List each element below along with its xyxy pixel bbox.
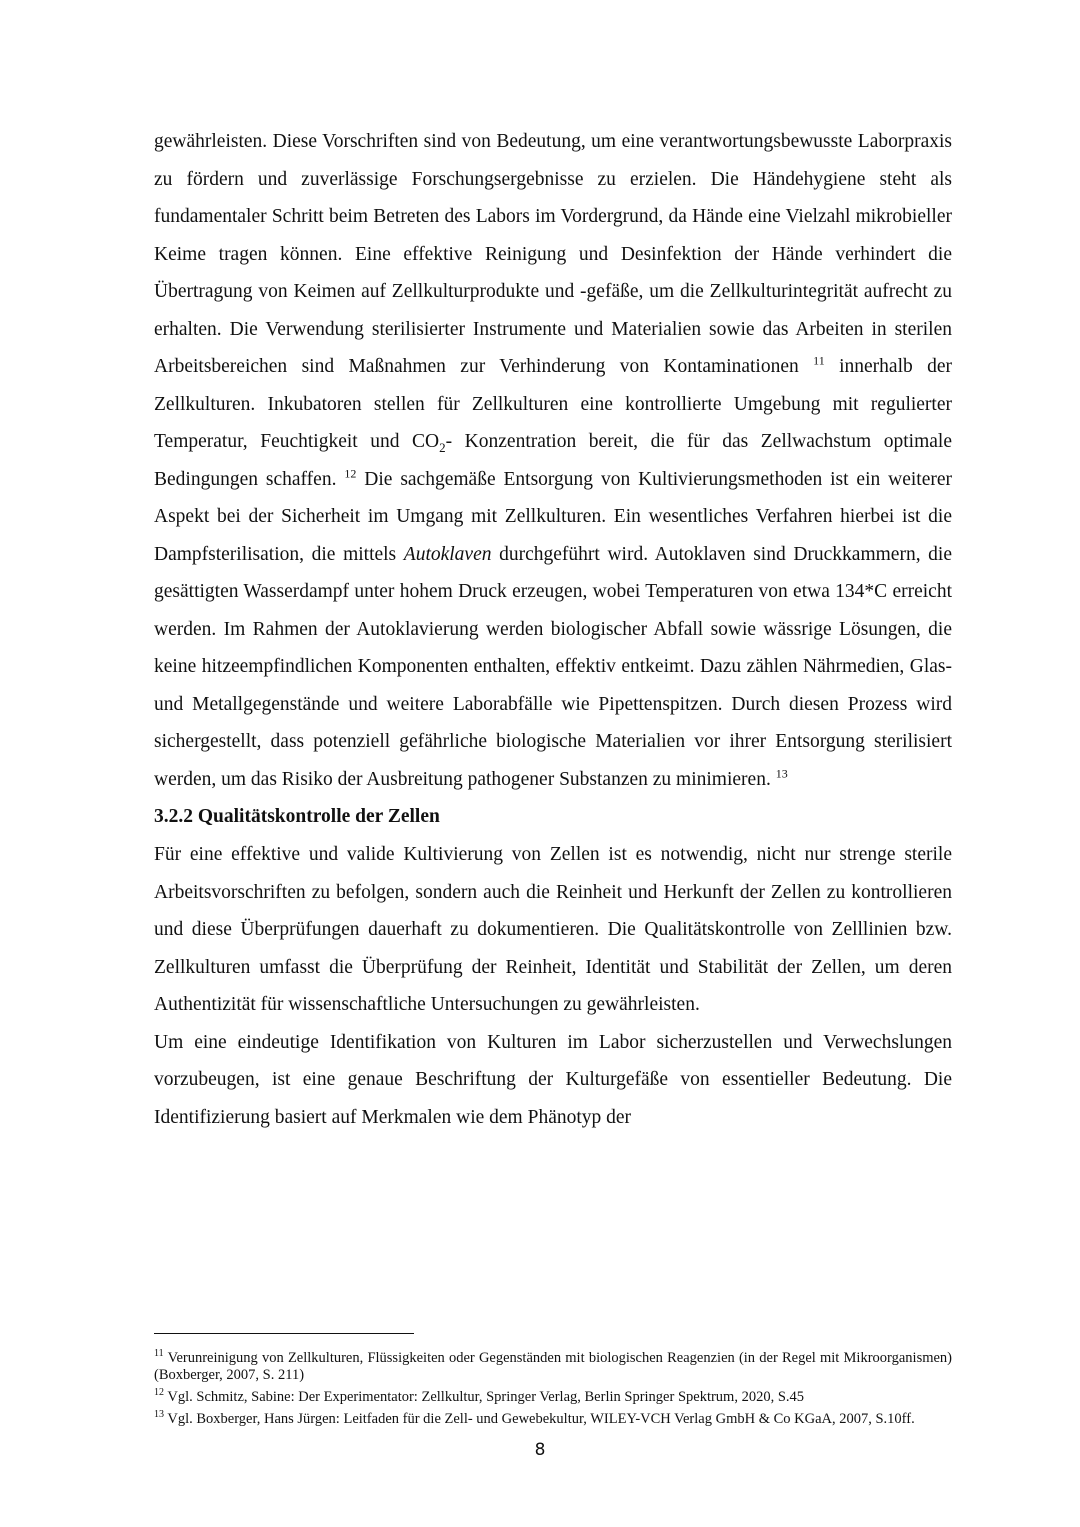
footnote <box>154 1406 952 1428</box>
footnote-number: 11 <box>154 1348 164 1359</box>
footnote-text: Vgl. Schmitz, Sabine: Der Experimentator: Zellkultur, Springer Verlag, Berlin Springer Spektrum, 2020, S.45 <box>167 1388 805 1405</box>
footnote-text: Verunreinigung von Zellkulturen, Flüssigkeiten oder Gegenständen mit biologischen Reagenzien (in der Regel mit Mikroorganismen) (Boxberger, 2007, S. 211) <box>154 1349 952 1383</box>
paragraph-text: gewährleisten. Diese Vorschriften sind von Bedeutung, um eine verantwortungsbewusste Laborpraxis zu fördern und zuverlässige Forschungsergebnisse zu erzielen. Die Händehygiene steht als fundamentaler Schritt beim Betreten des Labors im Vordergrund, da Hände eine Vielzahl mikrobieller Keime tragen können. Eine effektive Reinigung und Desinfektion der Hände verhindert die Übertragung von Keimen auf Zellkulturprodukte und -gefäße, um die Zellkulturintegrität aufrecht zu erhalten. Die Verwendung sterilisierter Instrumente und Materialien sowie das Arbeiten in sterilen Arbeitsbereichen sind Maßnahmen zur Verhinderung von Kontaminationen <box>154 131 952 377</box>
footnote-text: Vgl. Boxberger, Hans Jürgen: Leitfaden für die Zell- und Gewebekultur, WILEY-VCH Verlag GmbH & Co KGaA, 2007, S.10ff. <box>167 1410 915 1427</box>
paragraph-identification: Um eine eindeutige Identifikation von Kulturen im Labor sicherzustellen und Verwechslungen vorzubeugen, ist eine genaue Beschriftung der Kulturgefäße von essentieller Bedeutung. Die Identifizierung basiert auf Merkmalen wie dem Phänotyp der <box>154 1031 952 1128</box>
subscript-2: 2 <box>439 439 446 455</box>
paragraph-text: Die sachgemäße Entsorgung von Kultivierungsmethoden ist ein weiterer Aspekt bei der Sicherheit im Umgang mit Zellkulturen. Ein wesentliches Verfahren hierbei ist die Dampfsterilisation, die mittels <box>154 468 953 565</box>
footnotes <box>154 1345 952 1427</box>
footnote-ref-13[interactable]: 13 <box>775 766 788 780</box>
section-heading: 3.2.2 Qualitätskontrolle der Zellen <box>154 806 440 827</box>
paragraph-text: durchgeführt wird. Autoklaven sind Druckkammern, die gesättigten Wasserdampf unter hohem Druck erzeugen, wobei Temperaturen von etwa 134*C erreicht werden. Im Rahmen der Autoklavierung werden biologischer Abfall sowie wässrige Lösungen, die keine hitzeempfindlichen Komponenten enthalten, effektiv entkeimt. Dazu zählen Nährmedien, Glas- und Metallgegenstände und weitere Laborabfälle wie Pipettenspitzen. Durch diesen Prozess wird sichergestellt, dass potenziell gefährliche biologische Materialien vor ihrer Entsorgung sterilisiert werden, um das Risiko der Ausbreitung pathogener Substanzen zu minimieren. <box>154 543 953 790</box>
footnote-divider <box>154 1333 414 1334</box>
footnote-number: 12 <box>154 1386 164 1398</box>
italic-term: Autoklaven <box>403 543 492 565</box>
paragraph-text: innerhalb der Zellkulturen. Inkubatoren stellen für Zellkulturen eine kontrollierte Umgebung mit regulierter Temperatur, Feuchtigkeit und CO <box>154 356 953 452</box>
footnote-number: 13 <box>154 1408 164 1420</box>
body-text <box>154 123 952 1136</box>
paragraph-hygiene <box>154 123 952 798</box>
footnote-ref-12[interactable]: 12 <box>344 466 357 480</box>
paragraph-text: - Konzentration bereit, die für das Zellwachstum optimale Bedingungen schaffen. <box>154 431 952 490</box>
page-number: 8 <box>534 1440 546 1460</box>
footnote <box>154 1345 952 1384</box>
footnote-ref-11[interactable]: 11 <box>813 353 825 368</box>
paragraph-quality: Für eine effektive und valide Kultivierung von Zellen ist es notwendig, nicht nur strenge sterile Arbeitsvorschriften zu befolgen, sondern auch die Reinheit und Herkunft der Zellen zu kontrollieren und diese Überprüfungen dauerhaft zu dokumentieren. Die Qualitätskontrolle von Zelllinien bzw. Zellkulturen umfasst die Überprüfung der Reinheit, Identität und Stabilität der Zellen, um deren Authentizität für wissenschaftliche Untersuchungen zu gewährleisten. <box>154 844 952 1015</box>
footnote <box>154 1384 952 1406</box>
